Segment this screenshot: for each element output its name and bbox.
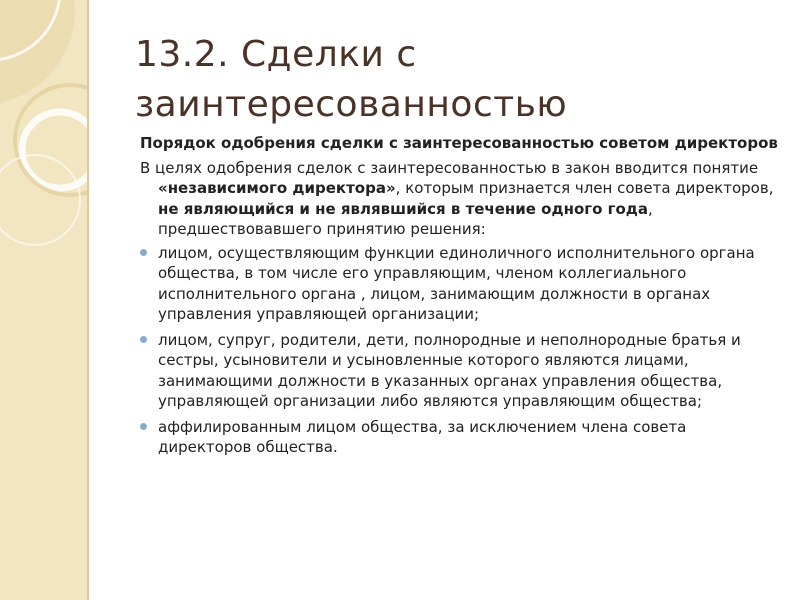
decorative-side-panel (0, 0, 87, 600)
intro-bold-2: не являющийся и не являвшийся в течение одного года (158, 199, 649, 218)
slide-title (135, 30, 775, 130)
bullet-text: лицом, супруг, родители, дети, полнородные и неполнородные братья и сестры, усыновители и усыновленные которого являются лицами, занимающими должности в указанных органах управления общества, управляющей организации либо являются управляющим общества; (158, 330, 741, 410)
intro-text-3: , предшествовавшего принятию решения: (158, 199, 653, 238)
side-panel-border (87, 0, 89, 600)
intro-paragraph (140, 158, 780, 240)
intro-bold-1: «независимого директора» (158, 179, 396, 197)
title-line-1: 13.2. Сделки с (135, 34, 417, 75)
intro-text-1: В целях одобрения сделок с заинтересованностью в закон вводится понятие (140, 158, 759, 177)
bullet-dot-icon (140, 336, 147, 343)
slide-content (140, 133, 780, 463)
intro-text-2: , которым признается член совета директоров, (395, 179, 774, 197)
subheading: Порядок одобрения сделки с заинтересованностью советом директоров (140, 134, 778, 152)
bullet-text: аффилированным лицом общества, за исключением члена совета директоров общества. (158, 417, 687, 456)
list-item (140, 243, 780, 325)
decorative-circles-graphic (0, 0, 87, 600)
bullet-dot-icon (140, 249, 147, 256)
list-item (140, 330, 780, 412)
bullet-dot-icon (140, 423, 147, 430)
title-line-2: заинтересованностью (135, 84, 568, 125)
bullet-text: лицом, осуществляющим функции единоличного исполнительного органа общества, в том числе его управляющим, членом коллегиального исполнительного органа , лицом, занимающим должности в органах управления управляющей организации; (158, 243, 755, 323)
bullet-list (140, 243, 780, 458)
list-item (140, 417, 780, 458)
